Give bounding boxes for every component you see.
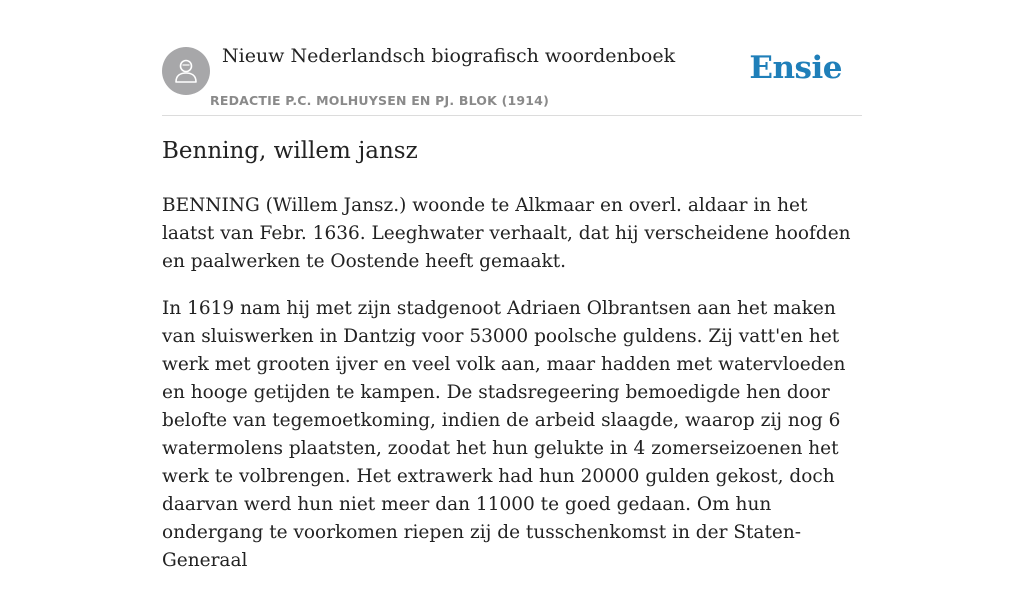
entry-body	[162, 192, 862, 594]
entry-title: Benning, willem jansz	[162, 138, 418, 164]
entry-paragraph: BENNING (Willem Jansz.) woonde te Alkmaar en overl. aldaar in het laatst van Febr. 1636. Leeghwater verhaalt, dat hij verscheidene hoofden en paalwerken te Oostende heeft gemaakt.	[162, 195, 851, 272]
header	[162, 40, 862, 116]
entry-paragraph: In 1619 nam hij met zijn stadgenoot Adriaen Olbrantsen aan het maken van sluiswerken in Dantzig voor 53000 poolsche guldens. Zij vatt'en het werk met grooten ijver en veel volk aan, maar hadden met watervloeden en hooge getijden te kampen. De stadsregeering bemoedigde hen door belofte van tegemoetkoming, indien de arbeid slaagde, waarop zij nog 6 watermolens plaatsten, zoodat het hun gelukte in 4 zomerseizoenen het werk te volbrengen. Het extrawerk had hun 20000 gulden gekost, doch daarvan werd hun niet meer dan 11000 te goed gedaan. Om hun ondergang te voorkomen riepen zij de tusschenkomst in der Staten-Generaal	[162, 298, 846, 571]
book-title[interactable]: Nieuw Nederlandsch biografisch woordenboek	[222, 45, 676, 67]
book-editors: REDACTIE P.C. MOLHUYSEN EN PJ. BLOK (1914)	[210, 93, 549, 108]
ensie-logo[interactable]: Ensie	[749, 50, 842, 86]
user-icon	[171, 56, 201, 86]
avatar	[162, 47, 210, 95]
